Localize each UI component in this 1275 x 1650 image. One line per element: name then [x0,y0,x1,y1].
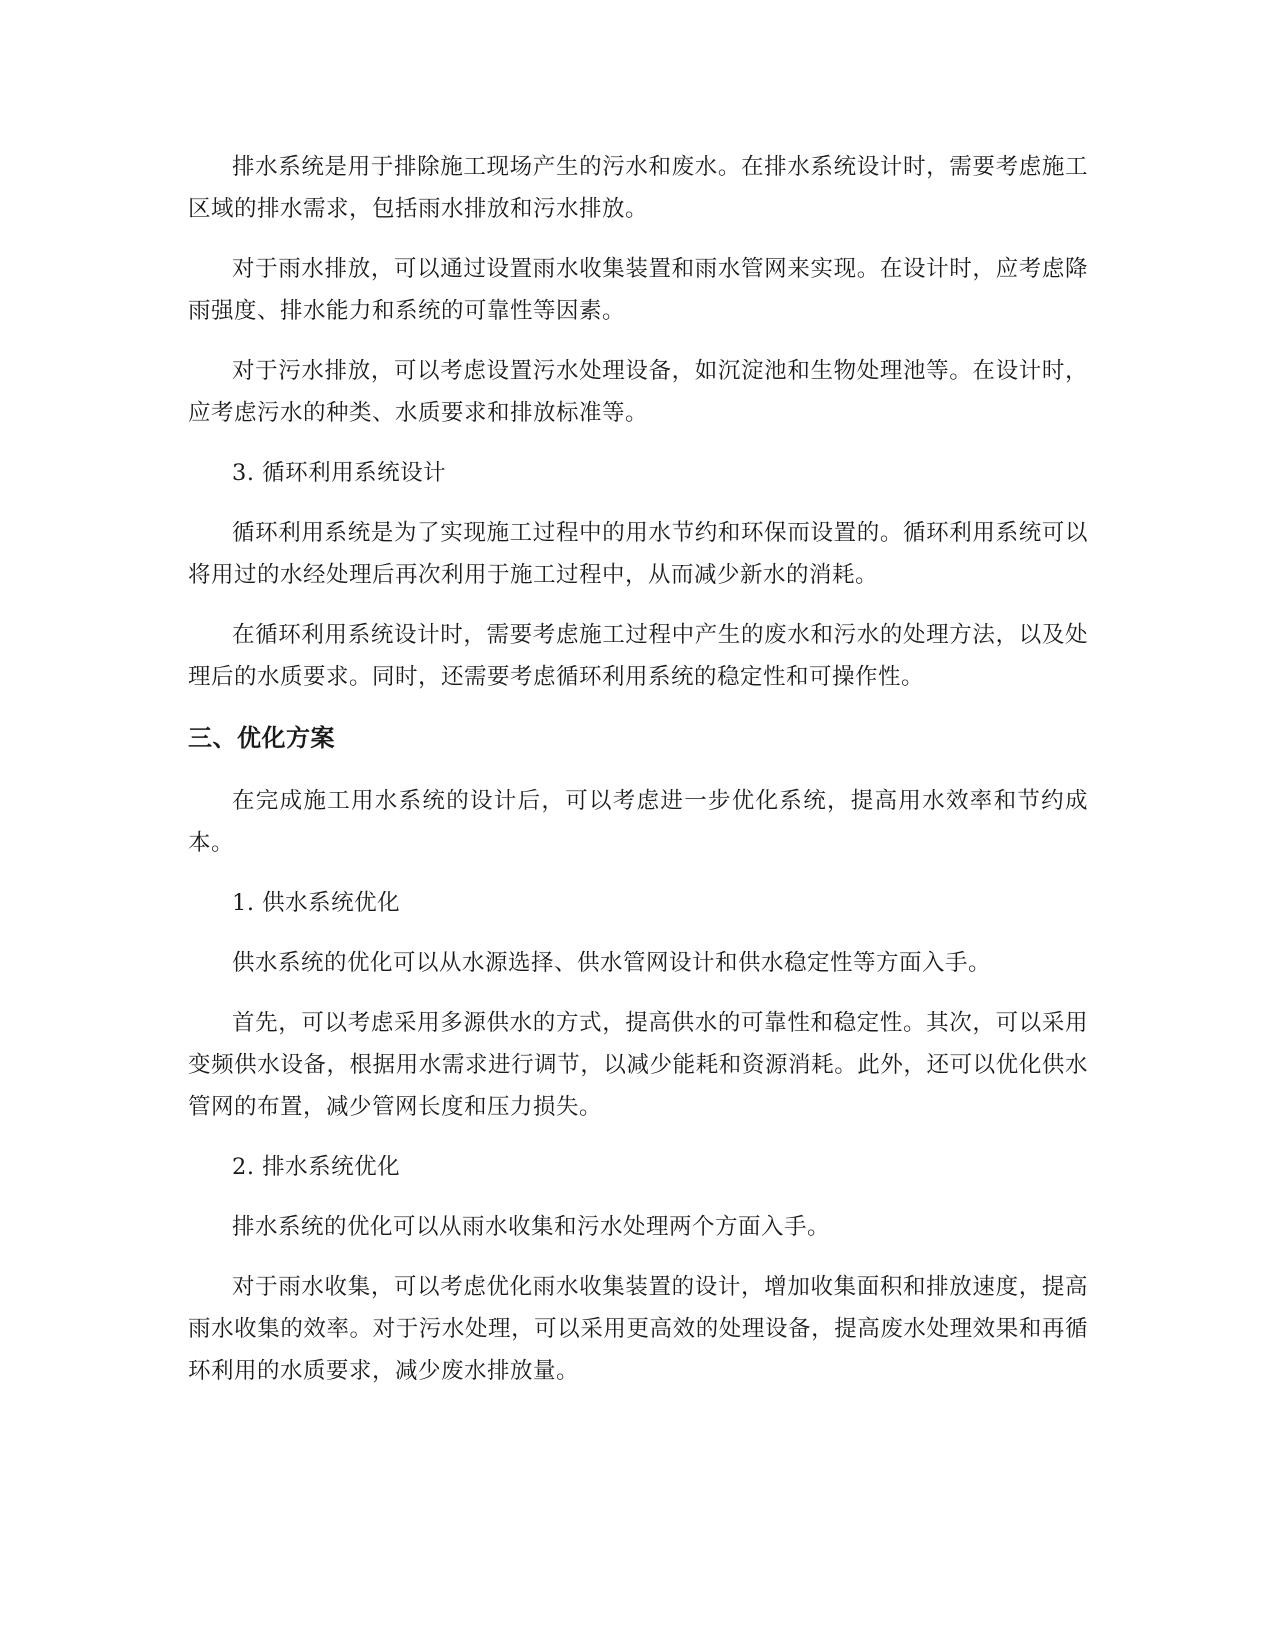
section-heading-optimization: 三、优化方案 [188,724,335,752]
subheading-recycling-design: 3. 循环利用系统设计 [232,460,447,486]
paragraph-optimization-intro: 在完成施工用水系统的设计后，可以考虑进一步优化系统，提高用水效率和节约成本。 [188,788,1088,856]
paragraph-drainage-optimization-intro: 排水系统的优化可以从雨水收集和污水处理两个方面入手。 [232,1214,831,1240]
paragraph-supply-optimization-detail: 首先，可以考虑采用多源供水的方式，提高供水的可靠性和稳定性。其次，可以采用变频供水设备，根据用水需求进行调节，以减少能耗和资源消耗。此外，还可以优化供水管网的布置，减少管网长度和压力损失。 [188,1010,1088,1120]
paragraph-supply-optimization-intro: 供水系统的优化可以从水源选择、供水管网设计和供水稳定性等方面入手。 [232,950,992,976]
subheading-drainage-optimization: 2. 排水系统优化 [232,1154,401,1180]
paragraph-drainage-intro: 排水系统是用于排除施工现场产生的污水和废水。在排水系统设计时，需要考虑施工区域的排水需求，包括雨水排放和污水排放。 [188,154,1088,222]
paragraph-rainwater-discharge: 对于雨水排放，可以通过设置雨水收集装置和雨水管网来实现。在设计时，应考虑降雨强度、排水能力和系统的可靠性等因素。 [188,256,1088,324]
paragraph-recycling-intro: 循环利用系统是为了实现施工过程中的用水节约和环保而设置的。循环利用系统可以将用过的水经处理后再次利用于施工过程中，从而减少新水的消耗。 [188,520,1088,588]
subheading-supply-optimization: 1. 供水系统优化 [232,890,401,916]
paragraph-sewage-discharge: 对于污水排放，可以考虑设置污水处理设备，如沉淀池和生物处理池等。在设计时，应考虑污水的种类、水质要求和排放标准等。 [188,358,1088,426]
paragraph-drainage-optimization-detail: 对于雨水收集，可以考虑优化雨水收集装置的设计，增加收集面积和排放速度，提高雨水收集的效率。对于污水处理，可以采用更高效的处理设备，提高废水处理效果和再循环利用的水质要求，减少废水排放量。 [188,1274,1088,1384]
paragraph-recycling-design: 在循环利用系统设计时，需要考虑施工过程中产生的废水和污水的处理方法，以及处理后的水质要求。同时，还需要考虑循环利用系统的稳定性和可操作性。 [188,622,1088,690]
document-body [188,146,1088,1410]
